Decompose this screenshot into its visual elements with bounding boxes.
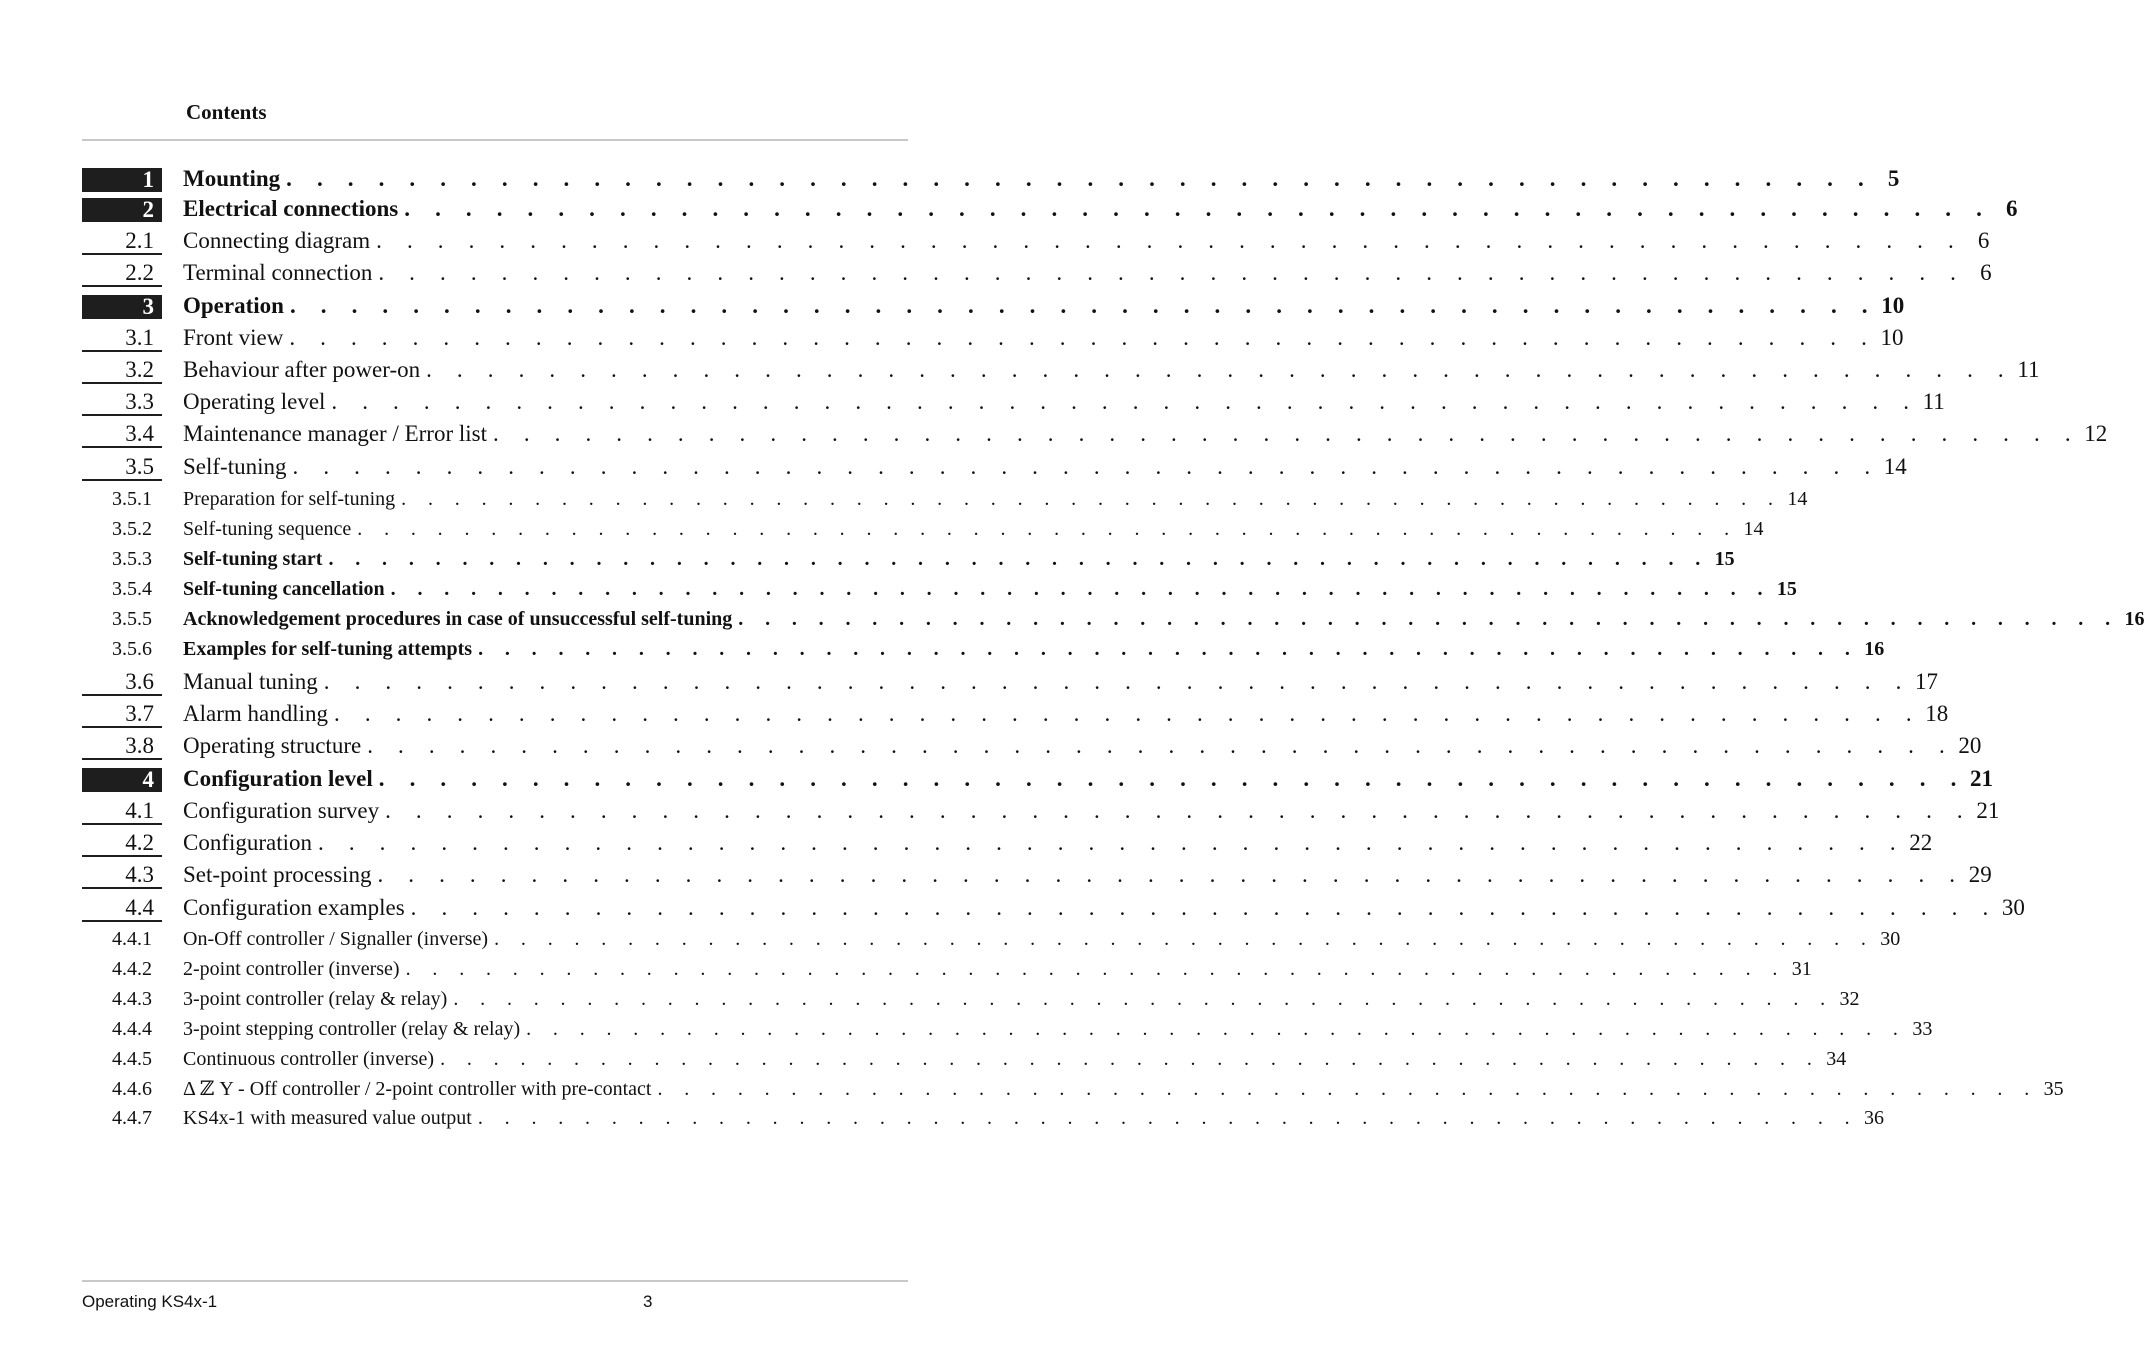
dot-leader: . . . . . . . . . . . . . . . . . . . . . . . . . . . . . . . . . . . . . . . . . . . . . . . . . . . . bbox=[440, 1048, 1821, 1070]
toc-title: Self-tuning sequence bbox=[183, 518, 352, 540]
toc-title: Configuration level bbox=[183, 766, 373, 791]
dot-leader: . . . . . . . . . . . . . . . . . . . . . . . . . . . . . . . . . . . . . . . . . . . . . . . . . . . . bbox=[493, 421, 2081, 446]
toc-title: Connecting diagram bbox=[183, 228, 371, 253]
toc-number: 3.5.3 bbox=[112, 548, 152, 570]
toc-title: Δ ℤ Y - Off controller / 2-point controller with pre-contact bbox=[183, 1078, 652, 1100]
dot-leader: . . . . . . . . . . . . . . . . . . . . . . . . . . . . . . . . . . . . . . . . . . . . . . . . . . . . bbox=[376, 228, 1964, 253]
dot-leader: . . . . . . . . . . . . . . . . . . . . . . . . . . . . . . . . . . . . . . . . . . . . . . . . . . . . bbox=[738, 608, 2119, 630]
dot-leader: . . . . . . . . . . . . . . . . . . . . . . . . . . . . . . . . . . . . . . . . . . . . . . . . . . . . bbox=[401, 488, 1782, 510]
toc-number: 3.2 bbox=[82, 359, 162, 384]
toc-page-number: 29 bbox=[1968, 862, 1992, 887]
toc-title: Operation bbox=[183, 293, 284, 318]
dot-leader: . . . . . . . . . . . . . . . . . . . . . . . . . . . . . . . . . . . . . . . . . . . . . . . . . . . . bbox=[292, 454, 1880, 479]
toc-number: 1 bbox=[82, 168, 162, 192]
toc-title: On-Off controller / Signaller (inverse) bbox=[183, 928, 489, 950]
toc-title: 2-point controller (inverse) bbox=[183, 958, 400, 980]
toc-number: 4.4 bbox=[82, 897, 162, 922]
header-divider bbox=[82, 139, 908, 141]
toc-title: Manual tuning bbox=[183, 669, 318, 694]
dot-leader: . . . . . . . . . . . . . . . . . . . . . . . . . . . . . . . . . . . . . . . . . . . . . . . . . . . . bbox=[378, 260, 1966, 285]
toc-title: Configuration examples bbox=[183, 895, 405, 920]
toc-number: 3.5.4 bbox=[112, 578, 152, 600]
toc-title: Operating structure bbox=[183, 733, 362, 758]
toc-title: Self-tuning bbox=[183, 454, 287, 479]
toc-page-number: 33 bbox=[1912, 1018, 1933, 1040]
toc-title: Electrical connections bbox=[183, 196, 399, 221]
dot-leader: . . . . . . . . . . . . . . . . . . . . . . . . . . . . . . . . . . . . . . . . . . . . . . . . . . . . bbox=[286, 166, 1874, 191]
toc-page-number: 31 bbox=[1791, 958, 1812, 980]
toc-number: 3.5.1 bbox=[112, 488, 152, 510]
dot-leader: . . . . . . . . . . . . . . . . . . . . . . . . . . . . . . . . . . . . . . . . . . . . . . . . . . . . bbox=[289, 293, 1878, 318]
toc-number: 4.2 bbox=[82, 832, 162, 857]
dot-leader: . . . . . . . . . . . . . . . . . . . . . . . . . . . . . . . . . . . . . . . . . . . . . . . . . . . . bbox=[494, 928, 1875, 950]
toc-title: 3-point stepping controller (relay & relay) bbox=[183, 1018, 521, 1040]
toc-title: Configuration survey bbox=[183, 798, 380, 823]
toc-page-number: 14 bbox=[1883, 454, 1907, 479]
dot-leader: . . . . . . . . . . . . . . . . . . . . . . . . . . . . . . . . . . . . . . . . . . . . . . . . . . . . bbox=[357, 518, 1738, 540]
toc-page-number: 11 bbox=[2017, 357, 2040, 382]
toc-page-number: 6 bbox=[2006, 196, 2018, 221]
toc-title: Configuration bbox=[183, 830, 313, 855]
dot-leader: . . . . . . . . . . . . . . . . . . . . . . . . . . . . . . . . . . . . . . . . . . . . . . . . . . . . bbox=[477, 1107, 1859, 1129]
toc-title: Maintenance manager / Error list bbox=[183, 421, 487, 446]
toc-number: 4.4.4 bbox=[112, 1018, 152, 1040]
toc-number: 4.4.7 bbox=[112, 1107, 152, 1129]
toc-number: 3 bbox=[82, 295, 162, 319]
dot-leader: . . . . . . . . . . . . . . . . . . . . . . . . . . . . . . . . . . . . . . . . . . . . . . . . . . . . bbox=[331, 389, 1919, 414]
toc-page-number: 32 bbox=[1839, 988, 1860, 1010]
toc-number: 2.2 bbox=[82, 262, 162, 287]
toc-title: Continuous controller (inverse) bbox=[183, 1048, 435, 1070]
toc-title: Self-tuning start bbox=[183, 548, 323, 570]
toc-title: Front view bbox=[183, 325, 284, 350]
toc-title: Alarm handling bbox=[183, 701, 328, 726]
toc-page-number: 14 bbox=[1787, 488, 1808, 510]
toc-number: 2 bbox=[82, 198, 162, 222]
toc-page-number: 36 bbox=[1864, 1107, 1885, 1129]
toc-number: 3.8 bbox=[82, 735, 162, 760]
toc-page-number: 22 bbox=[1909, 830, 1933, 855]
dot-leader: . . . . . . . . . . . . . . . . . . . . . . . . . . . . . . . . . . . . . . . . . . . . . . . . . . . . bbox=[377, 862, 1965, 887]
dot-leader: . . . . . . . . . . . . . . . . . . . . . . . . . . . . . . . . . . . . . . . . . . . . . . . . . . . . bbox=[378, 766, 1966, 791]
dot-leader: . . . . . . . . . . . . . . . . . . . . . . . . . . . . . . . . . . . . . . . . . . . . . . . . . . . . bbox=[328, 548, 1709, 570]
toc-title: Mounting bbox=[183, 166, 281, 191]
toc-page-number: 21 bbox=[1969, 766, 1993, 791]
toc-title: KS4x-1 with measured value output bbox=[183, 1107, 472, 1129]
toc-page-number: 12 bbox=[2084, 421, 2108, 446]
toc-number: 4.3 bbox=[82, 864, 162, 889]
toc-page-number: 16 bbox=[2124, 608, 2144, 630]
dot-leader: . . . . . . . . . . . . . . . . . . . . . . . . . . . . . . . . . . . . . . . . . . . . . . . . . . . . bbox=[334, 701, 1922, 726]
toc-number: 2.1 bbox=[82, 230, 162, 255]
toc-page-number: 21 bbox=[1976, 798, 2000, 823]
toc-number: 4.4.6 bbox=[112, 1078, 152, 1100]
toc-title: Preparation for self-tuning bbox=[183, 488, 396, 510]
toc-title: Examples for self-tuning attempts bbox=[183, 638, 473, 660]
toc-number: 4.4.3 bbox=[112, 988, 152, 1010]
dot-leader: . . . . . . . . . . . . . . . . . . . . . . . . . . . . . . . . . . . . . . . . . . . . . . . . . . . . bbox=[478, 638, 1859, 660]
toc-page-number: 6 bbox=[1980, 260, 1992, 285]
toc-page-number: 10 bbox=[1881, 293, 1905, 318]
footer-page-number: 3 bbox=[643, 1292, 653, 1311]
toc-title: Operating level bbox=[183, 389, 326, 414]
toc-page-number: 15 bbox=[1776, 578, 1797, 600]
toc-title: 3-point controller (relay & relay) bbox=[183, 988, 448, 1010]
toc-page-number: 17 bbox=[1915, 669, 1939, 694]
dot-leader: . . . . . . . . . . . . . . . . . . . . . . . . . . . . . . . . . . . . . . . . . . . . . . . . . . . . bbox=[410, 895, 1998, 920]
toc-number: 4.1 bbox=[82, 800, 162, 825]
contents-heading: Contents bbox=[186, 100, 267, 124]
dot-leader: . . . . . . . . . . . . . . . . . . . . . . . . . . . . . . . . . . . . . . . . . . . . . . . . . . . . bbox=[323, 669, 1912, 694]
dot-leader: . . . . . . . . . . . . . . . . . . . . . . . . . . . . . . . . . . . . . . . . . . . . . . . . . . . . bbox=[404, 196, 1992, 221]
dot-leader: . . . . . . . . . . . . . . . . . . . . . . . . . . . . . . . . . . . . . . . . . . . . . . . . . . . . bbox=[289, 325, 1877, 350]
toc-number: 4.4.2 bbox=[112, 958, 152, 980]
toc-number: 3.1 bbox=[82, 327, 162, 352]
dot-leader: . . . . . . . . . . . . . . . . . . . . . . . . . . . . . . . . . . . . . . . . . . . . . . . . . . . . bbox=[657, 1078, 2038, 1100]
toc-page-number: 34 bbox=[1826, 1048, 1847, 1070]
toc-page-number: 18 bbox=[1925, 701, 1949, 726]
toc-number: 3.7 bbox=[82, 703, 162, 728]
dot-leader: . . . . . . . . . . . . . . . . . . . . . . . . . . . . . . . . . . . . . . . . . . . . . . . . . . . . bbox=[385, 798, 1973, 823]
toc-page-number: 20 bbox=[1958, 733, 1982, 758]
footer-divider bbox=[82, 1280, 908, 1282]
toc-page-number: 35 bbox=[2043, 1078, 2064, 1100]
dot-leader: . . . . . . . . . . . . . . . . . . . . . . . . . . . . . . . . . . . . . . . . . . . . . . . . . . . . bbox=[405, 958, 1786, 980]
toc-page-number: 6 bbox=[1977, 228, 1990, 253]
toc-page-number: 16 bbox=[1864, 638, 1885, 660]
toc-number: 3.4 bbox=[82, 423, 162, 448]
toc-page-number: 30 bbox=[1880, 928, 1901, 950]
toc-number: 4.4.1 bbox=[112, 928, 152, 950]
dot-leader: . . . . . . . . . . . . . . . . . . . . . . . . . . . . . . . . . . . . . . . . . . . . . . . . . . . . bbox=[318, 830, 1906, 855]
toc-page-number: 14 bbox=[1743, 518, 1764, 540]
dot-leader: . . . . . . . . . . . . . . . . . . . . . . . . . . . . . . . . . . . . . . . . . . . . . . . . . . . . bbox=[390, 578, 1771, 600]
toc-page-number: 30 bbox=[2001, 895, 2025, 920]
toc-number: 3.3 bbox=[82, 391, 162, 416]
toc-page-number: 5 bbox=[1887, 166, 1900, 191]
toc-page-number: 15 bbox=[1714, 548, 1735, 570]
toc-number: 3.5.2 bbox=[112, 518, 152, 540]
toc-title: Behaviour after power-on bbox=[183, 357, 421, 382]
toc-number: 3.5.6 bbox=[112, 638, 152, 660]
toc-title: Terminal connection bbox=[183, 260, 373, 285]
toc-number: 3.5.5 bbox=[112, 608, 152, 630]
toc-number: 4 bbox=[82, 768, 162, 792]
toc-number: 3.5 bbox=[82, 456, 162, 481]
dot-leader: . . . . . . . . . . . . . . . . . . . . . . . . . . . . . . . . . . . . . . . . . . . . . . . . . . . . bbox=[367, 733, 1955, 758]
toc-title: Set-point processing bbox=[183, 862, 372, 887]
dot-leader: . . . . . . . . . . . . . . . . . . . . . . . . . . . . . . . . . . . . . . . . . . . . . . . . . . . . bbox=[526, 1018, 1907, 1040]
toc-number: 3.6 bbox=[82, 671, 162, 696]
toc-number: 4.4.5 bbox=[112, 1048, 152, 1070]
dot-leader: . . . . . . . . . . . . . . . . . . . . . . . . . . . . . . . . . . . . . . . . . . . . . . . . . . . . bbox=[426, 357, 2014, 382]
toc-page-number: 11 bbox=[1922, 389, 1945, 414]
toc-page-number: 10 bbox=[1880, 325, 1904, 350]
toc-title: Self-tuning cancellation bbox=[183, 578, 385, 600]
toc-title: Acknowledgement procedures in case of unsuccessful self-tuning bbox=[183, 608, 733, 630]
dot-leader: . . . . . . . . . . . . . . . . . . . . . . . . . . . . . . . . . . . . . . . . . . . . . . . . . . . . bbox=[453, 988, 1834, 1010]
footer-document-title: Operating KS4x-1 bbox=[82, 1292, 218, 1311]
